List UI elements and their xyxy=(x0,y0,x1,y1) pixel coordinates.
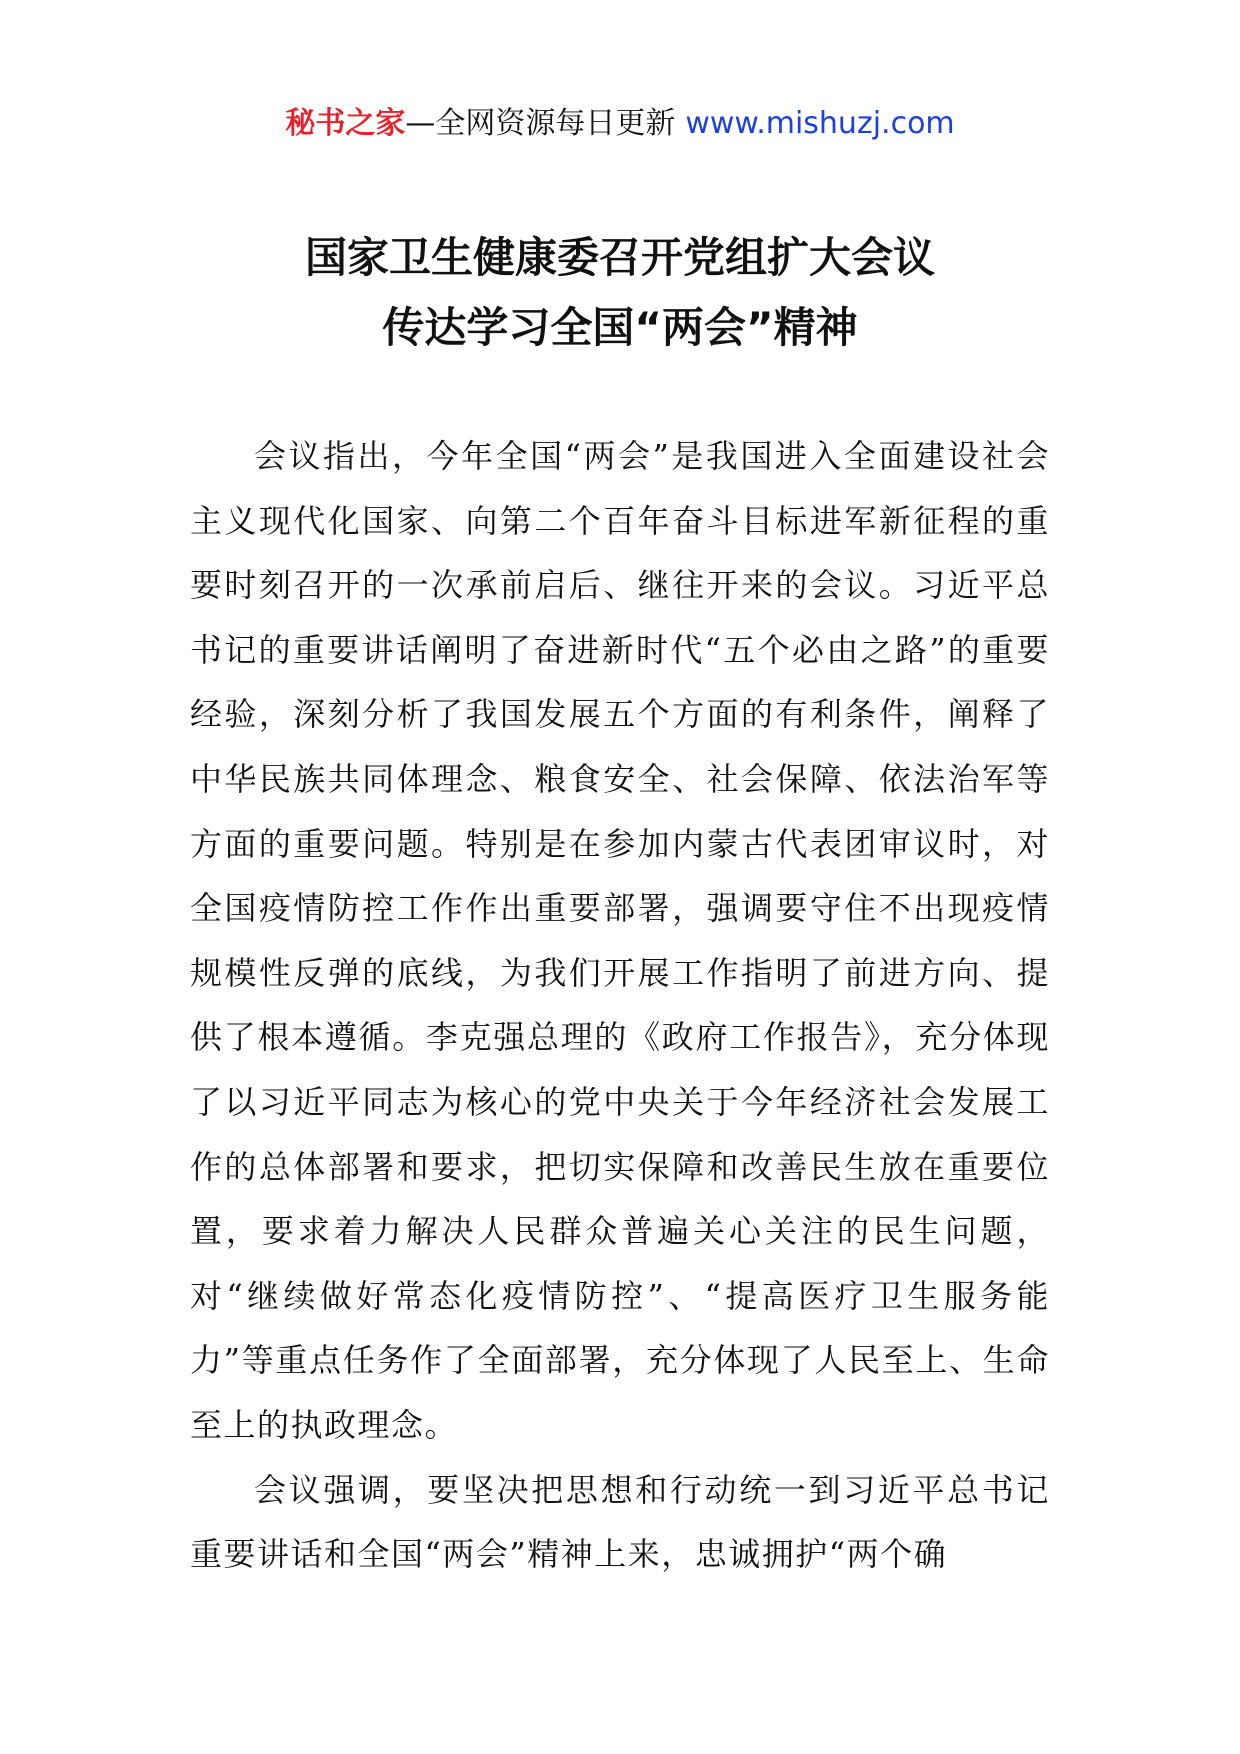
title-line-2: 传达学习全国“两会”精神 xyxy=(382,303,858,352)
site-brand: 秘书之家 xyxy=(285,106,406,141)
site-header xyxy=(0,98,1240,150)
paragraph-1: 会议指出，今年全国“两会”是我国进入全面建设社会主义现代化国家、向第二个百年奋斗目标进军新征程的重要时刻召开的一次承前启后、继往开来的会议。习近平总书记的重要讲话阐明了奋进新时代“五个必由之路”的重要经验，深刻分析了我国发展五个方面的有利条件，阐释了中华民族共同体理念、粮食安全、社会保障、依法治军等方面的重要问题。特别是在参加内蒙古代表团审议时，对全国疫情防控工作作出重要部署，强调要守住不出现疫情规模性反弹的底线，为我们开展工作指明了前进方向、提供了根本遵循。李克强总理的《政府工作报告》，充分体现了以习近平同志为核心的党中央关于今年经济社会发展工作的总体部署和要求，把切实保障和改善民生放在重要位置，要求着力解决人民群众普遍关心关注的民生问题，对“继续做好常态化疫情防控”、“提高医疗卫生服务能力”等重点任务作了全面部署，充分体现了人民至上、生命至上的执政理念。 xyxy=(190,437,1050,1444)
paragraph-2: 会议强调，要坚决把思想和行动统一到习近平总书记重要讲话和全国“两会”精神上来，忠诚拥护“两个确 xyxy=(190,1470,1050,1574)
site-tagline: —全网资源每日更新 xyxy=(405,106,676,141)
document-body xyxy=(190,424,1050,1587)
title-line-1: 国家卫生健康委召开党组扩大会议 xyxy=(304,233,935,282)
document-title xyxy=(0,223,1240,363)
site-url-link[interactable]: www.mishuzj.com xyxy=(685,106,955,141)
